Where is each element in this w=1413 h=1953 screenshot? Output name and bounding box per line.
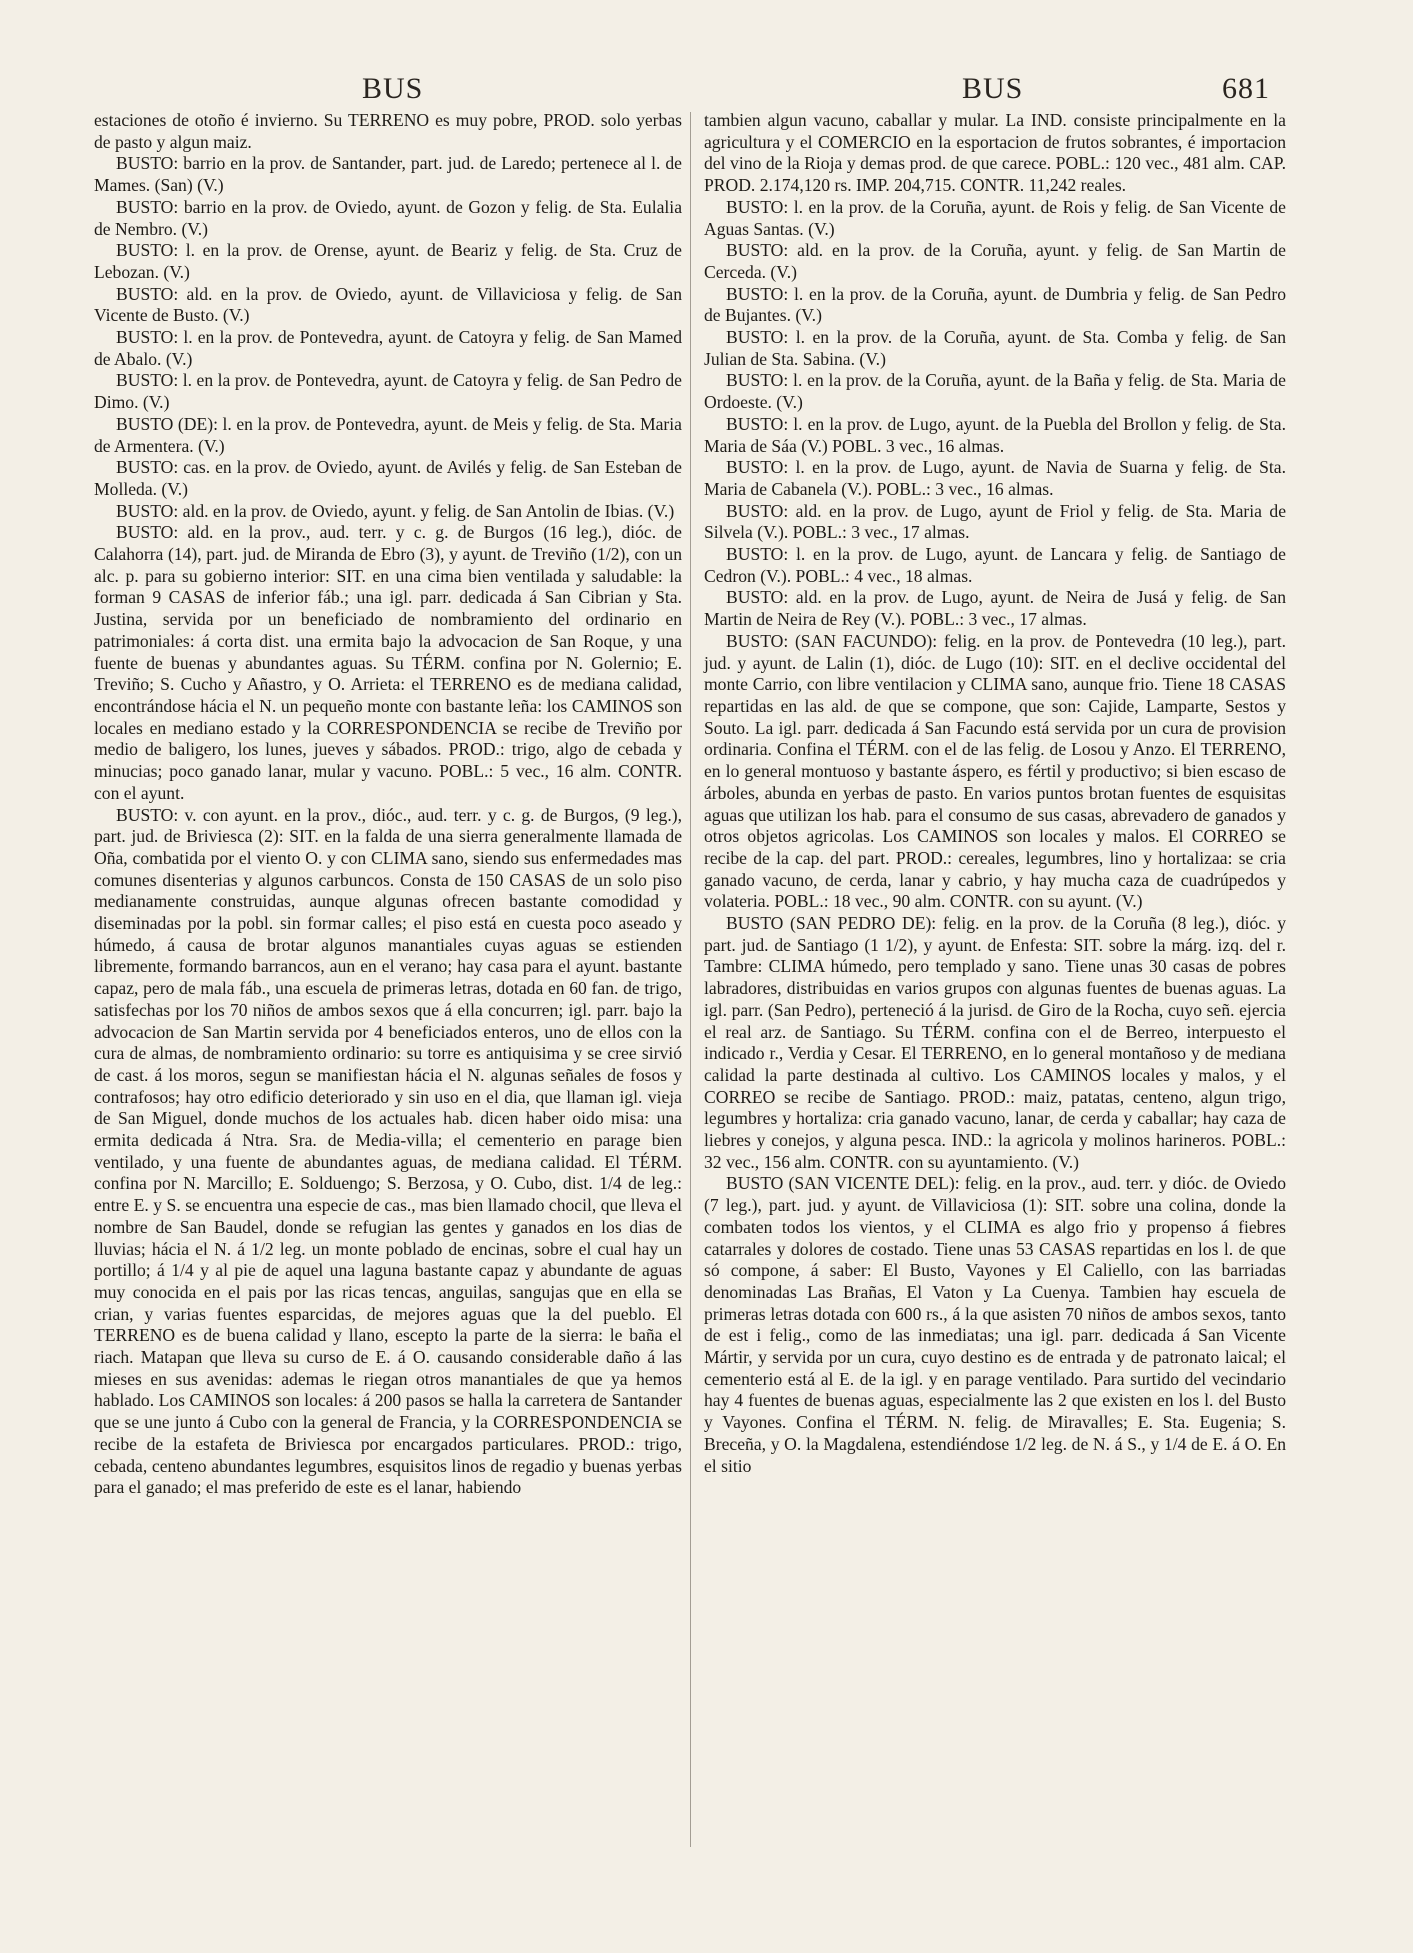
dictionary-entry: BUSTO: l. en la prov. de la Coruña, ayunt. de Sta. Comba y felig. de San Julian de Sta. Sabina. (V.) — [704, 327, 1286, 369]
running-head-left: BUS — [362, 72, 424, 105]
dictionary-entry: BUSTO: l. en la prov. de Pontevedra, ayunt. de Catoyra y felig. de San Pedro de Dimo. (V.) — [94, 370, 682, 413]
dictionary-entry: BUSTO: l. en la prov. de Lugo, ayunt. de Navia de Suarna y felig. de Sta. Maria de Cabanela (V.). POBL.: 3 vec., 16 almas. — [704, 457, 1286, 499]
dictionary-entry: BUSTO: l. en la prov. de Pontevedra, ayunt. de Catoyra y felig. de San Mamed de Abalo. (V.) — [94, 327, 682, 369]
running-head-right: BUS — [962, 72, 1024, 105]
dictionary-entry: BUSTO (SAN VICENTE DEL): felig. en la prov., aud. terr. y dióc. de Oviedo (7 leg.), part. jud. y ayunt. de Villaviciosa (1): SIT. sobre una colina, donde la combaten todos los vientos, y el CLIMA es algo frio y propenso á fiebres catarrales y dolores de costado. Tiene unas 53 CASAS repartidas en los l. de que só compone, á saber: El Busto, Vayones y El Caliello, con las barriadas denominadas Las Brañas, El Vaton y La Cuenya. Tambien hay escuela de primeras letras dotada con 600 rs., á la que asisten 70 niños de ambos sexos, tanto de est i felig., como de las inmediatas; una igl. parr. dedicada á San Vicente Mártir, y servida por un cura, cuyo destino es de entrada y de patronato laical; el cementerio está al E. de la igl. y en parage ventilado. Para surtido del vecindario hay 4 fuentes de buenas aguas, especialmente las 2 que existen en los l. del Busto y Vayones. Confina el TÉRM. N. felig. de Miravalles; E. Sta. Eugenia; S. Breceña, y O. la Magdalena, estendiéndose 1/2 leg. de N. á S., y 1/4 de E. á O. En el sitio — [704, 1173, 1286, 1476]
column-divider — [690, 112, 691, 1847]
dictionary-entry: BUSTO: (SAN FACUNDO): felig. en la prov. de Pontevedra (10 leg.), part. jud. y ayunt. de Lalin (1), dióc. de Lugo (10): SIT. en el declive occidental del monte Carrio, con libre ventilacion y CLIMA sano, aunque frio. Tiene 18 CASAS repartidas en las ald. de que se compone, que son: Cajide, Lamparte, Sestos y Souto. La igl. parr. dedicada á San Facundo está servida por un cura de provision ordinaria. Confina el TÉRM. con el de las felig. de Losou y Anzo. El TERRENO, en lo general montuoso y bastante áspero, es fértil y productivo; si bien escaso de árboles, abunda en yerbas de pasto. En varios puntos brotan fuentes de esquisitas aguas que utilizan los hab. para el consumo de sus casas, abrevadero de ganados y otros objetos agricolas. Los CAMINOS son locales y malos. El CORREO se recibe de la cap. del part. PROD.: cereales, legumbres, lino y hortalizaa: se cria ganado vacuno, de cerda, lanar y cabrio, y hay mucha caza de cuadrúpedos y volateria. POBL.: 18 vec., 90 alm. CONTR. con su ayunt. (V.) — [704, 630, 1286, 912]
dictionary-entry: BUSTO: barrio en la prov. de Oviedo, ayunt. de Gozon y felig. de Sta. Eulalia de Nembro. (V.) — [94, 196, 682, 239]
dictionary-entry: BUSTO: ald. en la prov. de Oviedo, ayunt. de Villaviciosa y felig. de San Vicente de Busto. (V.) — [94, 283, 682, 326]
left-column — [94, 110, 682, 1499]
dictionary-entry: BUSTO: l. en la prov. de Lugo, ayunt. de la Puebla del Brollon y felig. de Sta. Maria de Sáa (V.) POBL. 3 vec., 16 almas. — [704, 413, 1286, 456]
dictionary-entry: BUSTO: l. en la prov. de Lugo, ayunt. de Lancara y felig. de Santiago de Cedron (V.). POBL.: 4 vec., 18 almas. — [704, 544, 1286, 586]
dictionary-entry: BUSTO: l. en la prov. de la Coruña, ayunt. de Dumbria y felig. de San Pedro de Bujantes. (V.) — [704, 283, 1286, 326]
dictionary-entry: BUSTO: ald. en la prov. de Oviedo, ayunt. y felig. de San Antolin de Ibias. (V.) — [116, 500, 675, 521]
dictionary-entry: BUSTO (SAN PEDRO DE): felig. en la prov. de la Coruña (8 leg.), dióc. y part. jud. de Santiago (1 1/2), y ayunt. de Enfesta: SIT. sobre la márg. izq. del r. Tambre: CLIMA húmedo, pero templado y sano. Tiene unas 30 casas de pobres labradores, distribuidas en varios grupos con algunas fuentes de buenas aguas. La igl. parr. (San Pedro), perteneció á la jurisd. de Giro de la Rocha, cuyo señ. ejercia el real arz. de Santiago. Su TÉRM. confina con el de Berreo, interpuesto el indicado r., Verdia y Cesar. El TERRENO, en lo general montañoso y de mediana calidad la parte destinada al cultivo. Los CAMINOS locales y malos, y el CORREO se recibe de Santiago. PROD.: maiz, patatas, centeno, algun trigo, legumbres y hortaliza: cria ganado vacuno, lanar, de cerda y caballar; hay caza de liebres y conejos, y alguna pesca. IND.: la agricola y molinos harineros. POBL.: 32 vec., 156 alm. CONTR. con su ayuntamiento. (V.) — [704, 913, 1286, 1172]
right-column — [704, 110, 1286, 1477]
entry-continuation: tambien algun vacuno, caballar y mular. La IND. consiste principalmente en la agricultura y el COMERCIO en la esportacion de frutos sobrantes, é importacion del vino de la Rioja y demas prod. de que carece. POBL.: 120 vec., 481 alm. CAP. PROD. 2.174,120 rs. IMP. 204,715. CONTR. 11,242 reales. — [704, 110, 1286, 196]
dictionary-entry: BUSTO: v. con ayunt. en la prov., dióc., aud. terr. y c. g. de Burgos, (9 leg.), part. jud. de Briviesca (2): SIT. en la falda de una sierra generalmente llamada de Oña, combatida por el viento O. y con CLIMA sano, siendo sus enfermedades mas comunes disenterias y algunos carbuncos. Consta de 150 CASAS de un solo piso medianamente construidas, aunque algunas ofrecen bastante comodidad y diseminadas por la pobl. sin formar calles; el piso está en cuesta poco aseado y húmedo, á causa de brotar algunos manantiales cuyas aguas se estienden libremente, formando barrancos, aun en el verano; hay casa para el ayunt. bastante capaz, pero de mala fáb., una escuela de primeras letras, dotada en 60 fan. de trigo, satisfechas por los 70 niños de ambos sexos que á ella concurren; igl. parr. bajo la advocacion de San Martin servida por 4 beneficiados enteros, uno de ellos con la cura de almas, de nombramiento ordinario: su torre es antiquisima y se cree sirvió de cast. á los moros, segun se manifiestan hácia el N. algunas señales de fosos y contrafosos; hay otro edificio deteriorado y sin uso en el dia, que llaman igl. vieja de San Miguel, donde muchos de los actuales hab. dicen haber oido misa: una ermita dedicada á Ntra. Sra. de Media-villa; el cementerio en parage bien ventilado, y una fuente de abundantes aguas, de mediana calidad. El TÉRM. confina por N. Marcillo; E. Solduengo; S. Berzosa, y O. Cubo, dist. 1/4 de leg.: entre E. y S. se encuentra una especie de cas., mas bien llamado chocil, que lleva el nombre de San Baudel, donde se refugian las gentes y ganados en los dias de lluvias; hácia el N. á 1/2 leg. un monte poblado de encinas, sobre el cual hay un portillo; á 1/4 y al pie de aquel una laguna bastante capaz y abundante de aguas muy conocida en el pais por las ricas tencas, anguilas, sangujas que en ella se crian, y varias fuentes esparcidas, de mejores aguas que la del pueblo. El TERRENO es de buena calidad y llano, escepto la parte de la sierra: le baña el riach. Matapan que lleva su curso de E. á O. causando considerable daño á las mieses en sus avenidas: ademas le riegan otros manantiales de que ya hemos hablado. Los CAMINOS son locales: á 200 pasos se halla la carretera de Santander que se une junto á Cubo con la general de Francia, y la CORRESPONDENCIA se recibe de la estafeta de Briviesca por encargados particulares. PROD.: trigo, cebada, centeno abundantes legumbres, esquisitos linos de regadio y buenas yerbas para el ganado; el mas preferido de este es el lanar, habiendo — [94, 804, 682, 1498]
dictionary-entry: BUSTO: cas. en la prov. de Oviedo, ayunt. de Avilés y felig. de San Esteban de Molleda. (V.) — [94, 457, 682, 499]
dictionary-entry: BUSTO: ald. en la prov. de Lugo, ayunt. de Neira de Jusá y felig. de San Martin de Neira de Rey (V.). POBL.: 3 vec., 17 almas. — [704, 587, 1286, 630]
page-number: 681 — [1222, 72, 1270, 105]
dictionary-entry: BUSTO: l. en la prov. de Orense, ayunt. de Beariz y felig. de Sta. Cruz de Lebozan. (V.) — [94, 240, 682, 282]
dictionary-entry: BUSTO: l. en la prov. de la Coruña, ayunt. de la Baña y felig. de Sta. Maria de Ordoeste. (V.) — [704, 370, 1286, 413]
dictionary-entry: BUSTO: ald. en la prov. de la Coruña, ayunt. y felig. de San Martin de Cerceda. (V.) — [704, 240, 1286, 282]
dictionary-entry: BUSTO (DE): l. en la prov. de Pontevedra, ayunt. de Meis y felig. de Sta. Maria de Armentera. (V.) — [94, 413, 682, 456]
dictionary-entry: BUSTO: l. en la prov. de la Coruña, ayunt. de Rois y felig. de San Vicente de Aguas Santas. (V.) — [704, 196, 1286, 239]
dictionary-entry: BUSTO: barrio en la prov. de Santander, part. jud. de Laredo; pertenece al l. de Mames. (San) (V.) — [94, 153, 682, 196]
dictionary-entry: BUSTO: ald. en la prov., aud. terr. y c. g. de Burgos (16 leg.), dióc. de Calahorra (14), part. jud. de Miranda de Ebro (3), y ayunt. de Treviño (1/2), con un alc. p. para su gobierno interior: SIT. en una cima bien ventilada y saludable: la forman 9 CASAS de inferior fáb.; una igl. parr. dedicada á San Cibrian y Sta. Justina, servida por un beneficiado de nombramiento del ordinario en patrimoniales: á corta dist. una ermita bajo la advocacion de San Roque, y una fuente de buenas y abundantes aguas. Su TÉRM. confina por N. Golernio; E. Treviño; S. Cucho y Añastro, y O. Arrieta: el TERRENO es de mediana calidad, encontrándose hácia el N. un pequeño monte con bastante leña: los CAMINOS son locales en mediano estado y la CORRESPONDENCIA se recibe de Treviño por medio de baligero, los lunes, jueves y sábados. PROD.: trigo, algo de cebada y minucias; poco ganado lanar, mular y vacuno. POBL.: 5 vec., 16 alm. CONTR. con el ayunt. — [94, 522, 682, 803]
dictionary-entry: BUSTO: ald. en la prov. de Lugo, ayunt de Friol y felig. de Sta. Maria de Silvela (V.). POBL.: 3 vec., 17 almas. — [704, 500, 1286, 543]
entry-continuation: estaciones de otoño é invierno. Su TERRENO es muy pobre, PROD. solo yerbas de pasto y algun maiz. — [94, 110, 682, 152]
